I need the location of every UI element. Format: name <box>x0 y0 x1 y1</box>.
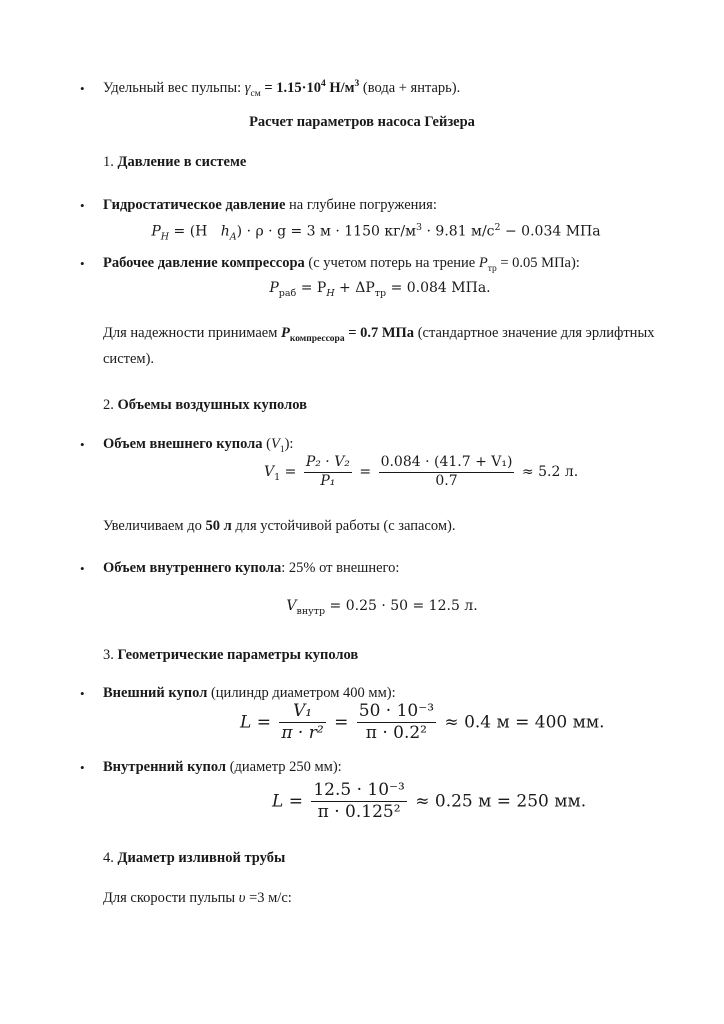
fraction: $\frac{\text{0.084 · (41.7 + V₁)}}{0.7}$ <box>380 454 513 489</box>
specific-weight-line: Удельный вес пульпы: $\gamma_{см} = 1.15\cdot 10^4$ $Н/м^3$ (вода + янтарь). <box>103 79 461 99</box>
inner-dome-line: Внутренний купол (диаметр 250 мм): <box>103 759 342 775</box>
inner-volume-formula: $V_{внутр} = 0.25 \cdot 50 = 12.5$ л. <box>286 598 478 617</box>
bullet: • <box>80 437 85 452</box>
gamma-symbol: γ <box>244 80 251 96</box>
outer-volume-formula: $V_1$ = $\frac{\text{P₂ · V₂}}{\text{P₁}}$ = $\frac{\text{0.084 · (41.7 + V₁)}}{0.7}$ ≈ 5.2 л. <box>264 454 579 489</box>
outer-volume-line: Объем внешнего купола $(V_1)$: <box>103 436 294 455</box>
section-heading-2: 2. Объемы воздушных куполов <box>103 397 307 413</box>
speed-line: Для скорости пульпы υ =3 м/с: <box>103 890 292 906</box>
fraction: $\frac{\text{12.5 · 10⁻³}}{\text{π · 0.125²}}$ <box>313 780 405 823</box>
section-heading-1: 1. Давление в системе <box>103 154 247 170</box>
bullet: • <box>80 81 85 96</box>
inner-volume-line: Объем внутреннего купола: 25% от внешнего: <box>103 560 400 576</box>
fraction: $\frac{\text{50 · 10⁻³}}{\text{π · 0.2²}}$ <box>358 701 435 744</box>
bullet: • <box>80 760 85 775</box>
outer-dome-line: Внешний купол (цилиндр диаметром 400 мм): <box>103 685 396 701</box>
working-pressure-formula: $P_{раб} = P_H + \Delta P_{тр} = 0.084$ МПа. <box>269 280 491 299</box>
page-title: Расчет параметров насоса Гейзера <box>249 114 475 130</box>
bullet: • <box>80 561 85 576</box>
outer-dome-formula: L = $\frac{\text{V₁}}{\text{π · r²}}$ = $\frac{\text{50 · 10⁻³}}{\text{π · 0.2²}}$ ≈ 0.4 м = 400 мм. <box>240 701 605 744</box>
bullet: • <box>80 256 85 271</box>
section-heading-3: 3. Геометрические параметры куполов <box>103 647 359 663</box>
inner-dome-formula: L = $\frac{\text{12.5 · 10⁻³}}{\text{π · 0.125²}}$ ≈ 0.25 м = 250 мм. <box>272 780 587 823</box>
fraction: $\frac{\text{V₁}}{\text{π · r²}}$ <box>281 701 324 744</box>
increase-line: Увеличиваем до 50 л для устойчивой работы (с запасом). <box>103 518 456 534</box>
reliability-paragraph: Для надежности принимаем $P_{компрессора} = 0.7$ МПа (стандартное значение для эрлифтных систем). <box>103 325 655 367</box>
working-pressure-line: Рабочее давление компрессора (с учетом потерь на трение $P_{тр} = 0.05$ МПа): <box>103 255 580 274</box>
hydrostatic-line: Гидростатическое давление на глубине погружения: <box>103 197 437 213</box>
fraction: $\frac{\text{P₂ · V₂}}{\text{P₁}}$ <box>305 454 350 489</box>
section-heading-4: 4. Диаметр изливной трубы <box>103 850 286 866</box>
bullet: • <box>80 686 85 701</box>
hydrostatic-formula: $P_H = (H$ $h_A) \cdot \rho \cdot g = 3$ м · 1150 $кг/м^3 \cdot 9.81$ $м/с^2 - 0.034$ МПа <box>151 222 601 243</box>
bullet: • <box>80 198 85 213</box>
